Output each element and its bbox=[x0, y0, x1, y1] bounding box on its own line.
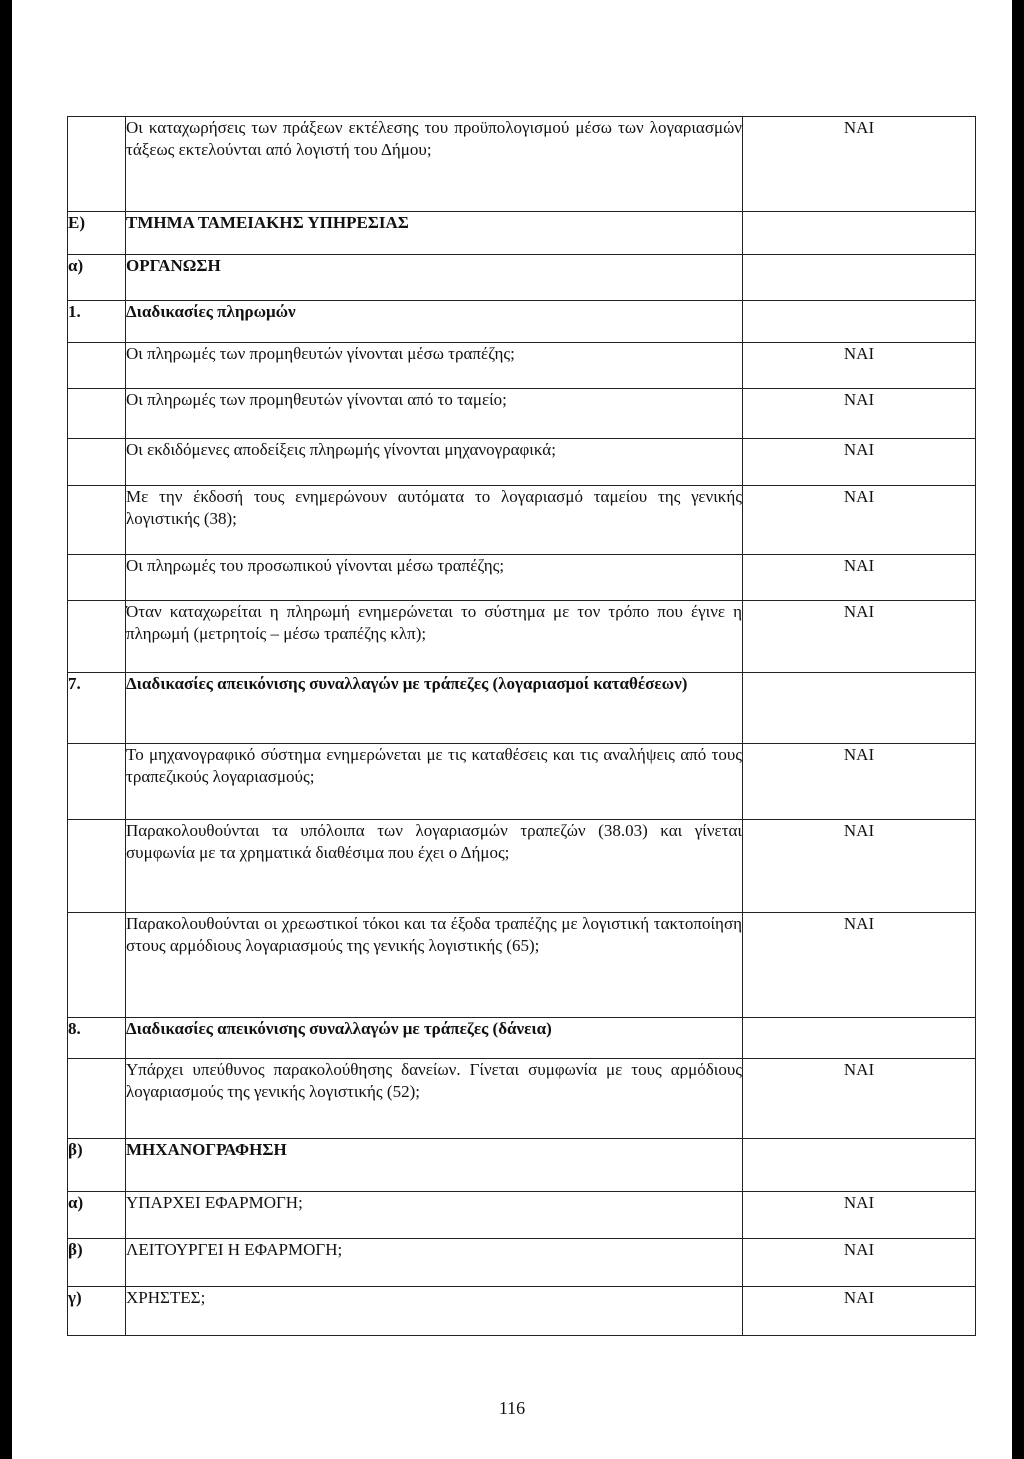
row-answer: ΝΑΙ bbox=[743, 1192, 976, 1239]
row-question: ΛΕΙΤΟΥΡΓΕΙ Η ΕΦΑΡΜΟΓΗ; bbox=[126, 1239, 743, 1287]
row-question: ΧΡΗΣΤΕΣ; bbox=[126, 1287, 743, 1336]
table-row bbox=[68, 486, 976, 555]
row-number bbox=[68, 1059, 126, 1139]
row-answer bbox=[743, 673, 976, 744]
row-question: Οι πληρωμές των προμηθευτών γίνονται μέσω τραπέζης; bbox=[126, 343, 743, 389]
row-question: Το μηχανογραφικό σύστημα ενημερώνεται με τις καταθέσεις και τις αναλήψεις από τους τραπεζικούς λογαριασμούς; bbox=[126, 744, 743, 820]
row-answer bbox=[743, 212, 976, 255]
table-row bbox=[68, 555, 976, 601]
row-number: Ε) bbox=[68, 212, 126, 255]
section-heading: ΤΜΗΜΑ ΤΑΜΕΙΑΚΗΣ ΥΠΗΡΕΣΙΑΣ bbox=[126, 212, 743, 255]
row-question: Με την έκδοσή τους ενημερώνουν αυτόματα το λογαριασμό ταμείου της γενικής λογιστικής (38); bbox=[126, 486, 743, 555]
row-number bbox=[68, 486, 126, 555]
row-number: β) bbox=[68, 1239, 126, 1287]
row-number bbox=[68, 820, 126, 913]
row-answer bbox=[743, 1018, 976, 1059]
table-row bbox=[68, 343, 976, 389]
table-row bbox=[68, 212, 976, 255]
row-answer: ΝΑΙ bbox=[743, 744, 976, 820]
scan-border-left bbox=[0, 0, 12, 1459]
row-question: Παρακολουθούνται οι χρεωστικοί τόκοι και τα έξοδα τραπέζης με λογιστική τακτοποίηση στους αρμόδιους λογαριασμούς της γενικής λογιστικής (65); bbox=[126, 913, 743, 1018]
row-answer: ΝΑΙ bbox=[743, 439, 976, 486]
table-row bbox=[68, 1192, 976, 1239]
row-question: Οι καταχωρήσεις των πράξεων εκτέλεσης του προϋπολογισμού μέσω των λογαριασμών τάξεως εκτελούνται από λογιστή του Δήμου; bbox=[126, 117, 743, 212]
table-row bbox=[68, 1287, 976, 1336]
row-answer: ΝΑΙ bbox=[743, 913, 976, 1018]
row-number bbox=[68, 555, 126, 601]
row-answer: ΝΑΙ bbox=[743, 1239, 976, 1287]
row-question: Όταν καταχωρείται η πληρωμή ενημερώνεται το σύστημα με τον τρόπο που έγινε η πληρωμή (μετρητοίς – μέσω τραπέζης κλπ); bbox=[126, 601, 743, 673]
row-question: ΥΠΑΡΧΕΙ ΕΦΑΡΜΟΓΗ; bbox=[126, 1192, 743, 1239]
table-row bbox=[68, 913, 976, 1018]
row-answer bbox=[743, 1139, 976, 1192]
row-answer bbox=[743, 255, 976, 301]
row-number bbox=[68, 744, 126, 820]
table-row bbox=[68, 601, 976, 673]
row-number: 1. bbox=[68, 301, 126, 343]
section-heading: ΟΡΓΑΝΩΣΗ bbox=[126, 255, 743, 301]
row-answer: ΝΑΙ bbox=[743, 117, 976, 212]
section-heading: ΜΗΧΑΝΟΓΡΑΦΗΣΗ bbox=[126, 1139, 743, 1192]
row-question: Παρακολουθούνται τα υπόλοιπα των λογαριασμών τραπεζών (38.03) και γίνεται συμφωνία με τα χρηματικά διαθέσιμα που έχει ο Δήμος; bbox=[126, 820, 743, 913]
table-row bbox=[68, 255, 976, 301]
row-answer: ΝΑΙ bbox=[743, 820, 976, 913]
row-question: Υπάρχει υπεύθυνος παρακολούθησης δανείων. Γίνεται συμφωνία με τους αρμόδιους λογαριασμούς της γενικής λογιστικής (52); bbox=[126, 1059, 743, 1139]
row-answer: ΝΑΙ bbox=[743, 343, 976, 389]
row-answer: ΝΑΙ bbox=[743, 555, 976, 601]
row-number bbox=[68, 601, 126, 673]
section-heading: Διαδικασίες απεικόνισης συναλλαγών με τράπεζες (λογαριασμοί καταθέσεων) bbox=[126, 673, 743, 744]
row-number: 8. bbox=[68, 1018, 126, 1059]
row-number bbox=[68, 439, 126, 486]
row-answer bbox=[743, 301, 976, 343]
row-number bbox=[68, 389, 126, 439]
section-heading: Διαδικασίες απεικόνισης συναλλαγών με τράπεζες (δάνεια) bbox=[126, 1018, 743, 1059]
table-row bbox=[68, 744, 976, 820]
row-question: Οι πληρωμές των προμηθευτών γίνονται από το ταμείο; bbox=[126, 389, 743, 439]
row-question: Οι πληρωμές του προσωπικού γίνονται μέσω τραπέζης; bbox=[126, 555, 743, 601]
scan-border-right bbox=[1012, 0, 1024, 1459]
row-answer: ΝΑΙ bbox=[743, 1287, 976, 1336]
row-number bbox=[68, 913, 126, 1018]
page-number: 116 bbox=[498, 1398, 526, 1418]
row-number: β) bbox=[68, 1139, 126, 1192]
table-row bbox=[68, 117, 976, 212]
row-number bbox=[68, 117, 126, 212]
table-row bbox=[68, 1239, 976, 1287]
row-number: α) bbox=[68, 1192, 126, 1239]
row-number: 7. bbox=[68, 673, 126, 744]
row-number bbox=[68, 343, 126, 389]
row-number: α) bbox=[68, 255, 126, 301]
audit-checklist-table bbox=[67, 116, 976, 1336]
row-answer: ΝΑΙ bbox=[743, 1059, 976, 1139]
row-answer: ΝΑΙ bbox=[743, 601, 976, 673]
row-number: γ) bbox=[68, 1287, 126, 1336]
table-row bbox=[68, 673, 976, 744]
table-row bbox=[68, 1059, 976, 1139]
table-row bbox=[68, 1018, 976, 1059]
table-row bbox=[68, 439, 976, 486]
row-question: Οι εκδιδόμενες αποδείξεις πληρωμής γίνονται μηχανογραφικά; bbox=[126, 439, 743, 486]
table-row bbox=[68, 820, 976, 913]
table-row bbox=[68, 389, 976, 439]
table-row bbox=[68, 301, 976, 343]
row-answer: ΝΑΙ bbox=[743, 389, 976, 439]
table-row bbox=[68, 1139, 976, 1192]
row-answer: ΝΑΙ bbox=[743, 486, 976, 555]
section-heading: Διαδικασίες πληρωμών bbox=[126, 301, 743, 343]
